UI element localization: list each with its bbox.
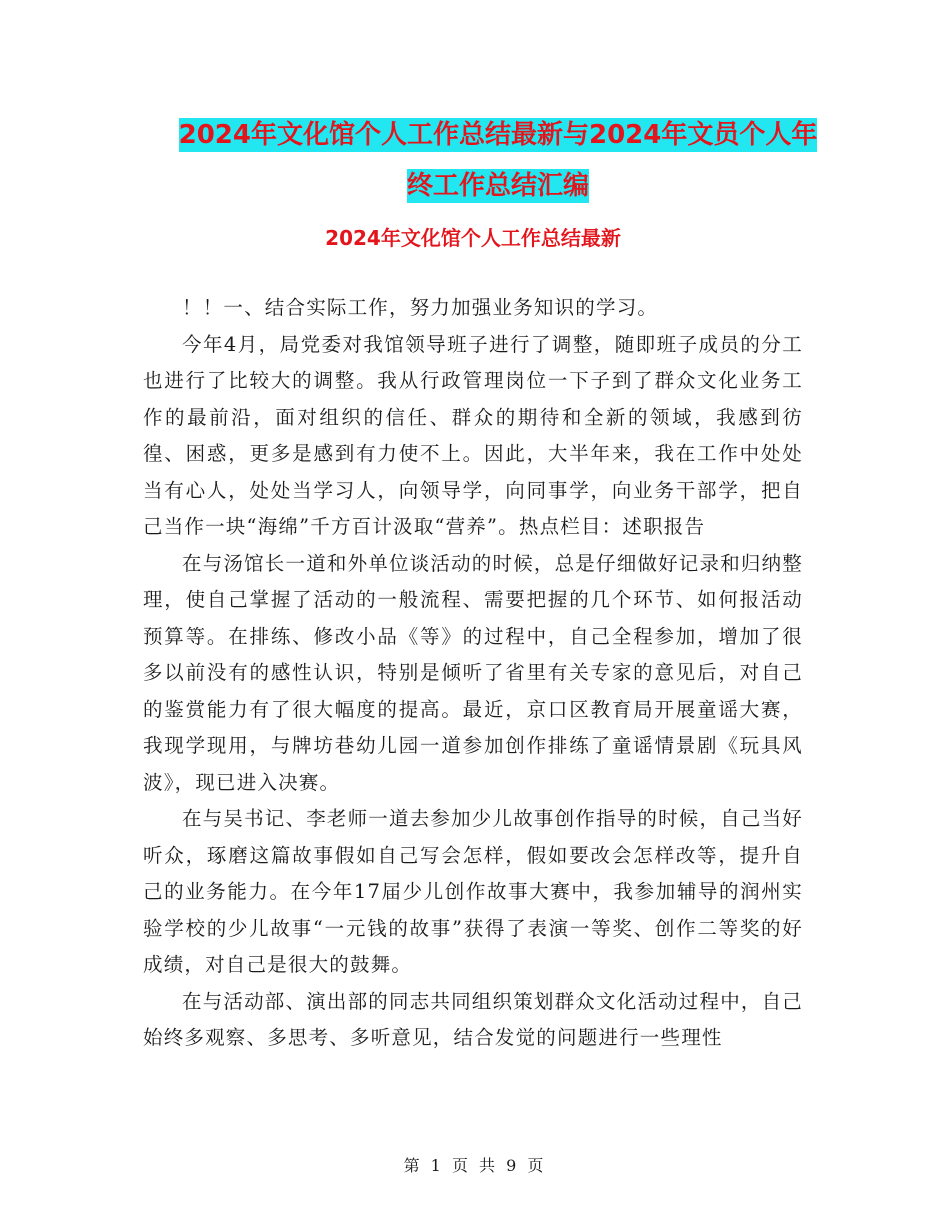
paragraph: ！！一、结合实际工作，努力加强业务知识的学习。 <box>182 296 659 319</box>
document-body <box>143 290 803 1057</box>
page-footer <box>0 1153 950 1176</box>
paragraph: 在与活动部、演出部的同志共同组织策划群众文化活动过程中，自己始终多观察、多思考、多听意见，结合发觉的问题进行一些理性 <box>143 989 804 1049</box>
section-title: 2024年文化馆个人工作总结最新 <box>325 226 621 250</box>
document-title <box>143 110 853 212</box>
paragraph: 今年4月，局党委对我馆领导班子进行了调整，随即班子成员的分工也进行了比较大的调整。我从行政管理岗位一下子到了群众文化业务工作的最前沿，面对组织的信任、群众的期待和全新的领域，我感到彷徨、困惑，更多是感到有力使不上。因此，大半年来，我在工作中处处当有心人，处处当学习人，向领导学，向同事学，向业务干部学，把自己当作一块“海绵”千方百计汲取“营养”。热点栏目：述职报告 <box>143 332 803 538</box>
paragraph: 在与汤馆长一道和外单位谈活动的时候，总是仔细做好记录和归纳整理，使自己掌握了活动的一般流程、需要把握的几个环节、如何报活动预算等。在排练、修改小品《等》的过程中，自己全程参加，增加了很多以前没有的感性认识，特别是倾听了省里有关专家的意见后，对自己的鉴赏能力有了很大幅度的提高。最近，京口区教育局开展童谣大赛，我现学现用，与牌坊巷幼儿园一道参加创作排练了童谣情景剧《玩具风波》，现已进入决赛。 <box>143 551 804 794</box>
document-title-line1: 2024年文化馆个人工作总结最新与2024年文员个人年 <box>178 120 818 150</box>
document-title-line2: 终工作总结汇编 <box>406 171 589 201</box>
paragraph: 在与吴书记、李老师一道去参加少儿故事创作指导的时候，自己当好听众，琢磨这篇故事假如自己写会怎样，假如要改会怎样改等，提升自己的业务能力。在今年17届少儿创作故事大赛中，我参加辅导的润州实验学校的少儿故事“一元钱的故事”获得了表演一等奖、创作二等奖的好成绩，对自己是很大的鼓舞。 <box>143 807 804 976</box>
page-number: 第 1 页 共 9 页 <box>403 1156 547 1175</box>
